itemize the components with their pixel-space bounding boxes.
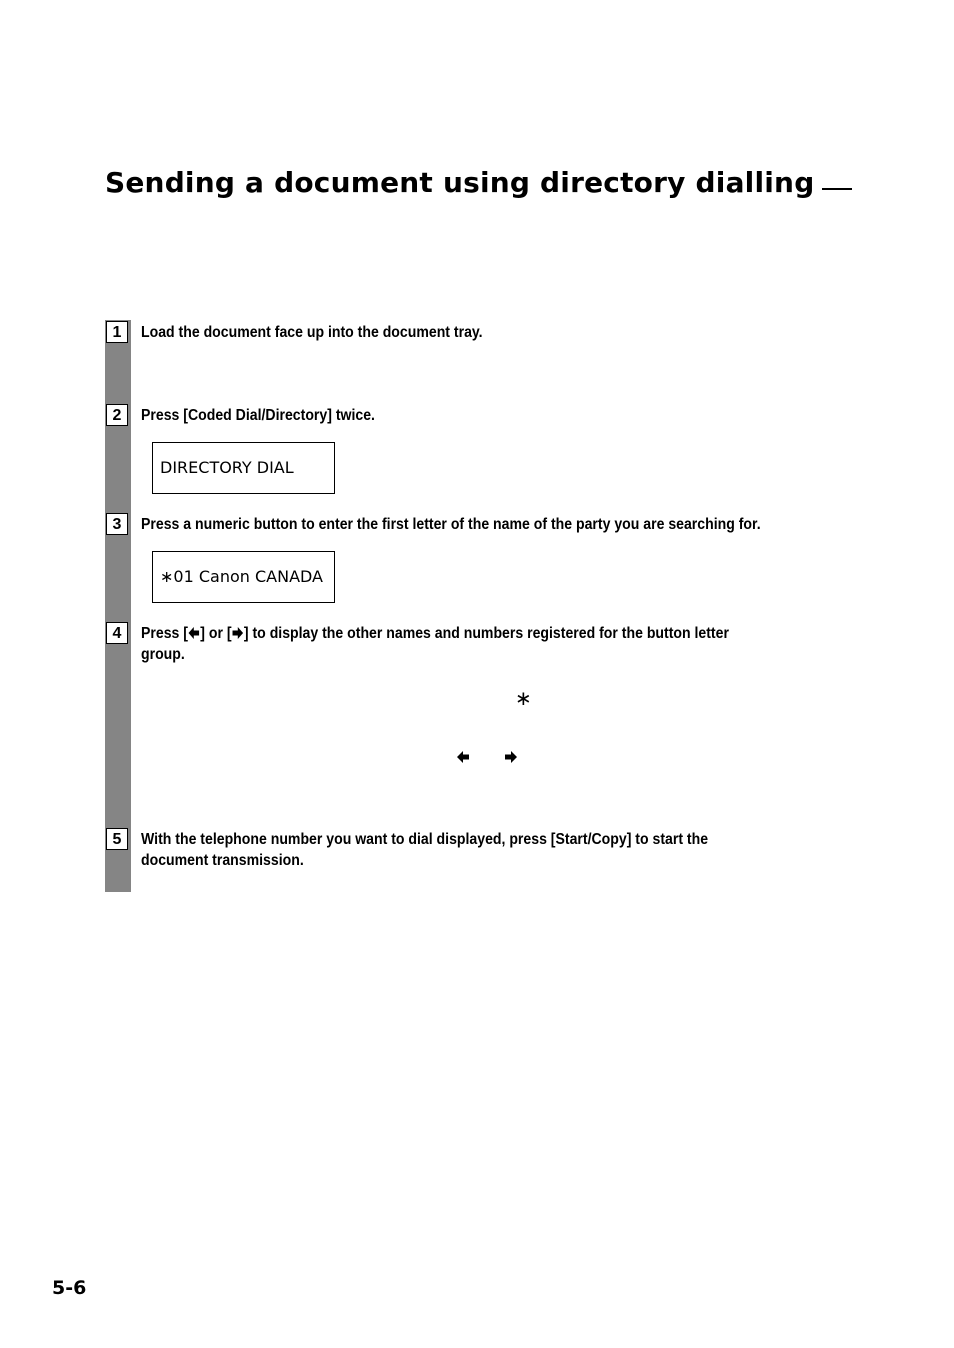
- step-5-number: 5: [106, 828, 128, 850]
- lcd-display-canon-canada: ∗01 Canon CANADA: [152, 551, 335, 603]
- step-5-text: With the telephone number you want to dial displayed, press [Start/Copy] to start the document transmission.: [141, 831, 709, 869]
- left-arrow-icon: [188, 626, 200, 640]
- right-arrow-icon: [232, 626, 244, 640]
- asterisk-glyph: ∗: [515, 686, 532, 710]
- step-2-number: 2: [106, 404, 128, 426]
- step-3-number: 3: [106, 513, 128, 535]
- right-arrow-icon: [504, 750, 518, 764]
- step-1-number: 1: [106, 321, 128, 343]
- page-number: 5-6: [52, 1277, 87, 1299]
- page-title-text: Sending a document using directory dialling: [105, 166, 815, 199]
- left-arrow-icon: [456, 750, 470, 764]
- title-rule: [822, 188, 852, 190]
- step-4-text-part2: ] or [: [200, 625, 232, 642]
- step-1-text: Load the document face up into the document tray.: [141, 324, 483, 341]
- step-3-text: Press a numeric button to enter the first letter of the name of the party you are searching for.: [141, 516, 761, 533]
- page-title: [105, 166, 852, 199]
- step-2-text: Press [Coded Dial/Directory] twice.: [141, 407, 375, 424]
- lcd-display-directory-dial: DIRECTORY DIAL: [152, 442, 335, 494]
- step-4-text: [141, 623, 757, 665]
- step-4-text-part3: ] to display the other names and numbers registered for the button letter group.: [141, 625, 729, 663]
- step-4-text-part1: Press [: [141, 625, 188, 642]
- step-4-number: 4: [106, 622, 128, 644]
